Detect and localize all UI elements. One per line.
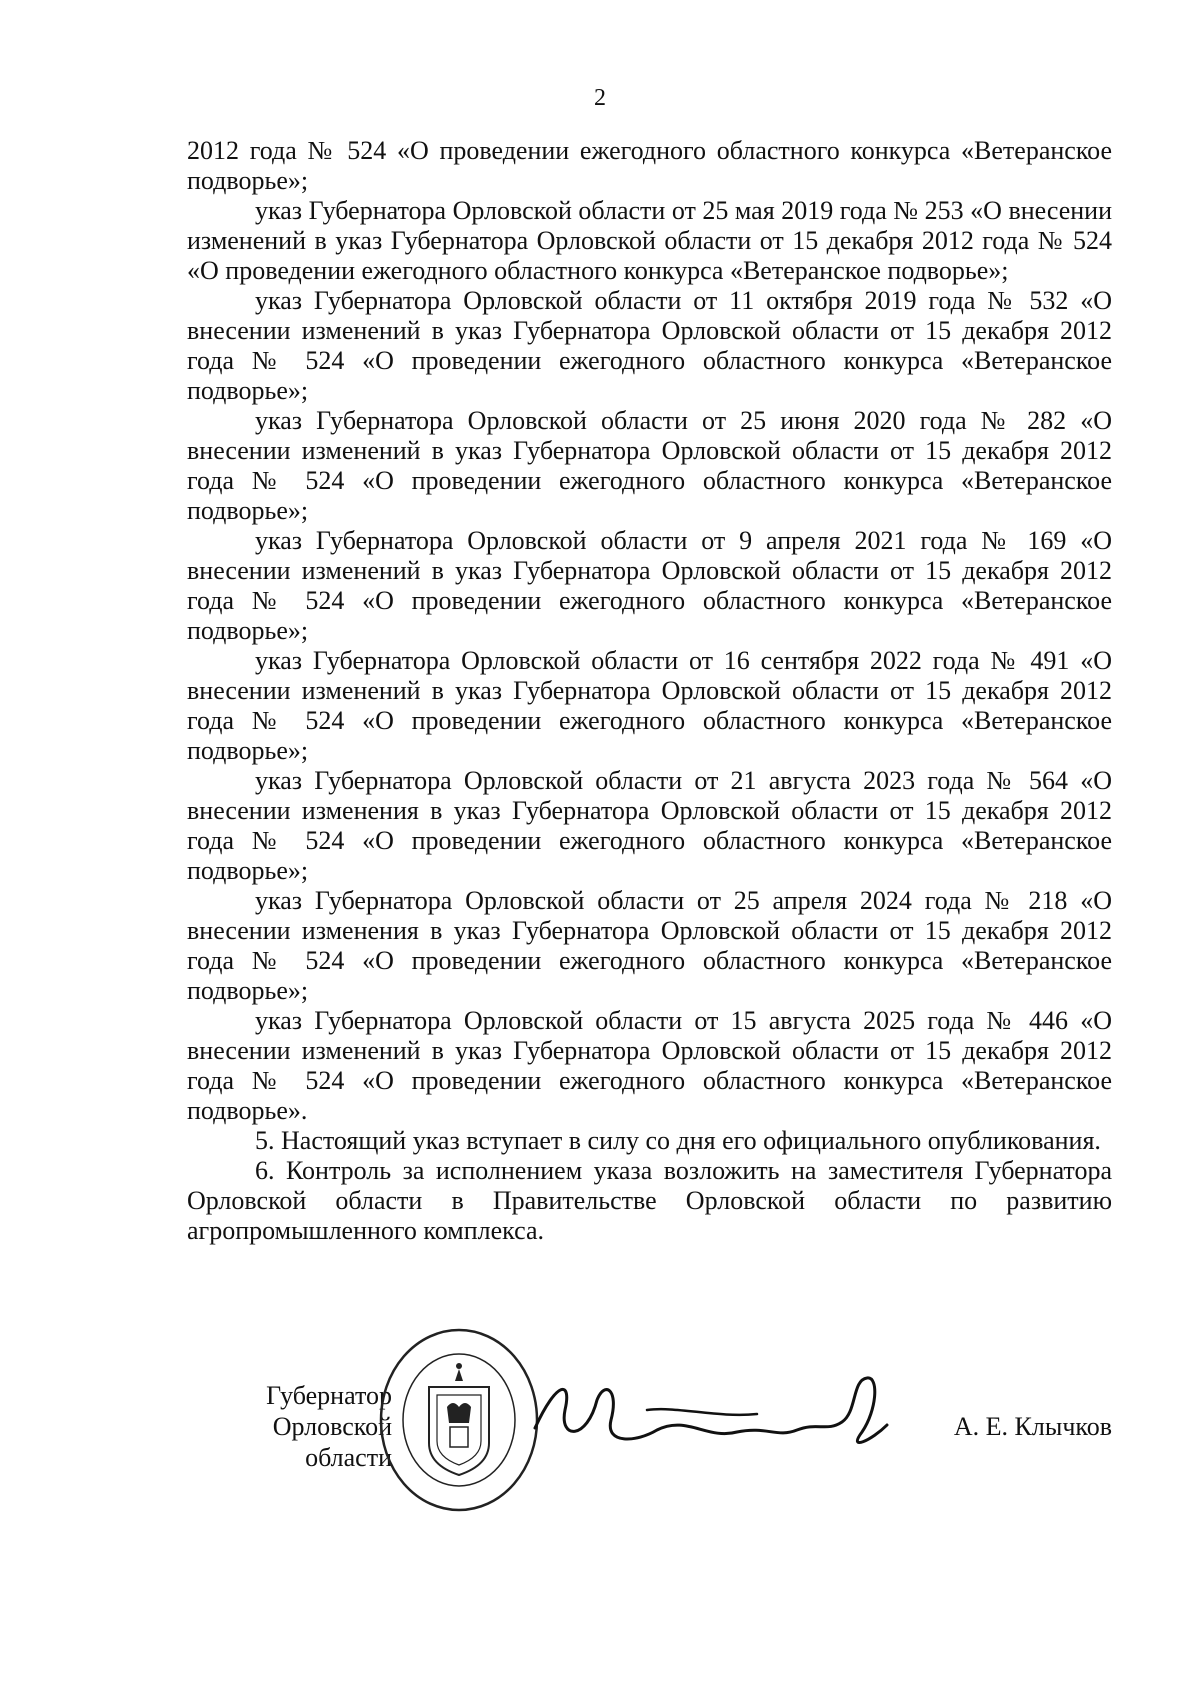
signature-block (187, 1325, 1112, 1525)
paragraph-3: указ Губернатора Орловской области от 25 июня 2020 года № 282 «О внесении изменений в указ Губернатора Орловской области от 15 декабря 2012 года № 524 «О проведении ежегодного областного конкурса «Ветеранское подворье»; (187, 406, 1112, 525)
official-seal-icon (377, 1325, 542, 1515)
document-body (187, 136, 1112, 1246)
paragraph-9: 5. Настоящий указ вступает в силу со дня его официального опубликования. (255, 1126, 1101, 1155)
paragraph-8: указ Губернатора Орловской области от 15 августа 2025 года № 446 «О внесении изменений в указ Губернатора Орловской области от 15 декабря 2012 года № 524 «О проведении ежегодного областного конкурса «Ветеранское подворье». (187, 1006, 1112, 1125)
signer-name: А. Е. Клычков (953, 1412, 1112, 1441)
paragraph-4: указ Губернатора Орловской области от 9 апреля 2021 года № 169 «О внесении изменений в указ Губернатора Орловской области от 15 декабря 2012 года № 524 «О проведении ежегодного областного конкурса «Ветеранское подворье»; (187, 526, 1112, 645)
signer-title (187, 1380, 392, 1473)
signer-title-line1: Губернатор (266, 1381, 392, 1410)
handwritten-signature-icon (527, 1370, 907, 1465)
paragraph-7: указ Губернатора Орловской области от 25 апреля 2024 года № 218 «О внесении изменения в указ Губернатора Орловской области от 15 декабря 2012 года № 524 «О проведении ежегодного областного конкурса «Ветеранское подворье»; (187, 886, 1112, 1005)
signer-title-line2: Орловской области (272, 1412, 392, 1472)
paragraph-1: указ Губернатора Орловской области от 25 мая 2019 года № 253 «О внесении изменений в указ Губернатора Орловской области от 15 декабря 2012 года № 524 «О проведении ежегодного областного конкурса «Ветеранское подворье»; (187, 196, 1112, 285)
paragraph-2: указ Губернатора Орловской области от 11 октября 2019 года № 532 «О внесении изменений в указ Губернатора Орловской области от 15 декабря 2012 года № 524 «О проведении ежегодного областного конкурса «Ветеранское подворье»; (187, 286, 1112, 405)
paragraph-5: указ Губернатора Орловской области от 16 сентября 2022 года № 491 «О внесении изменений в указ Губернатора Орловской области от 15 декабря 2012 года № 524 «О проведении ежегодного областного конкурса «Ветеранское подворье»; (187, 646, 1112, 765)
page-number: 2 (594, 85, 606, 111)
paragraph-0: 2012 года № 524 «О проведении ежегодного областного конкурса «Ветеранское подворье»; (187, 136, 1112, 195)
paragraph-10: 6. Контроль за исполнением указа возложить на заместителя Губернатора Орловской области в Правительстве Орловской области по развитию агропромышленного комплекса. (187, 1156, 1112, 1245)
paragraph-6: указ Губернатора Орловской области от 21 августа 2023 года № 564 «О внесении изменения в указ Губернатора Орловской области от 15 декабря 2012 года № 524 «О проведении ежегодного областного конкурса «Ветеранское подворье»; (187, 766, 1112, 885)
